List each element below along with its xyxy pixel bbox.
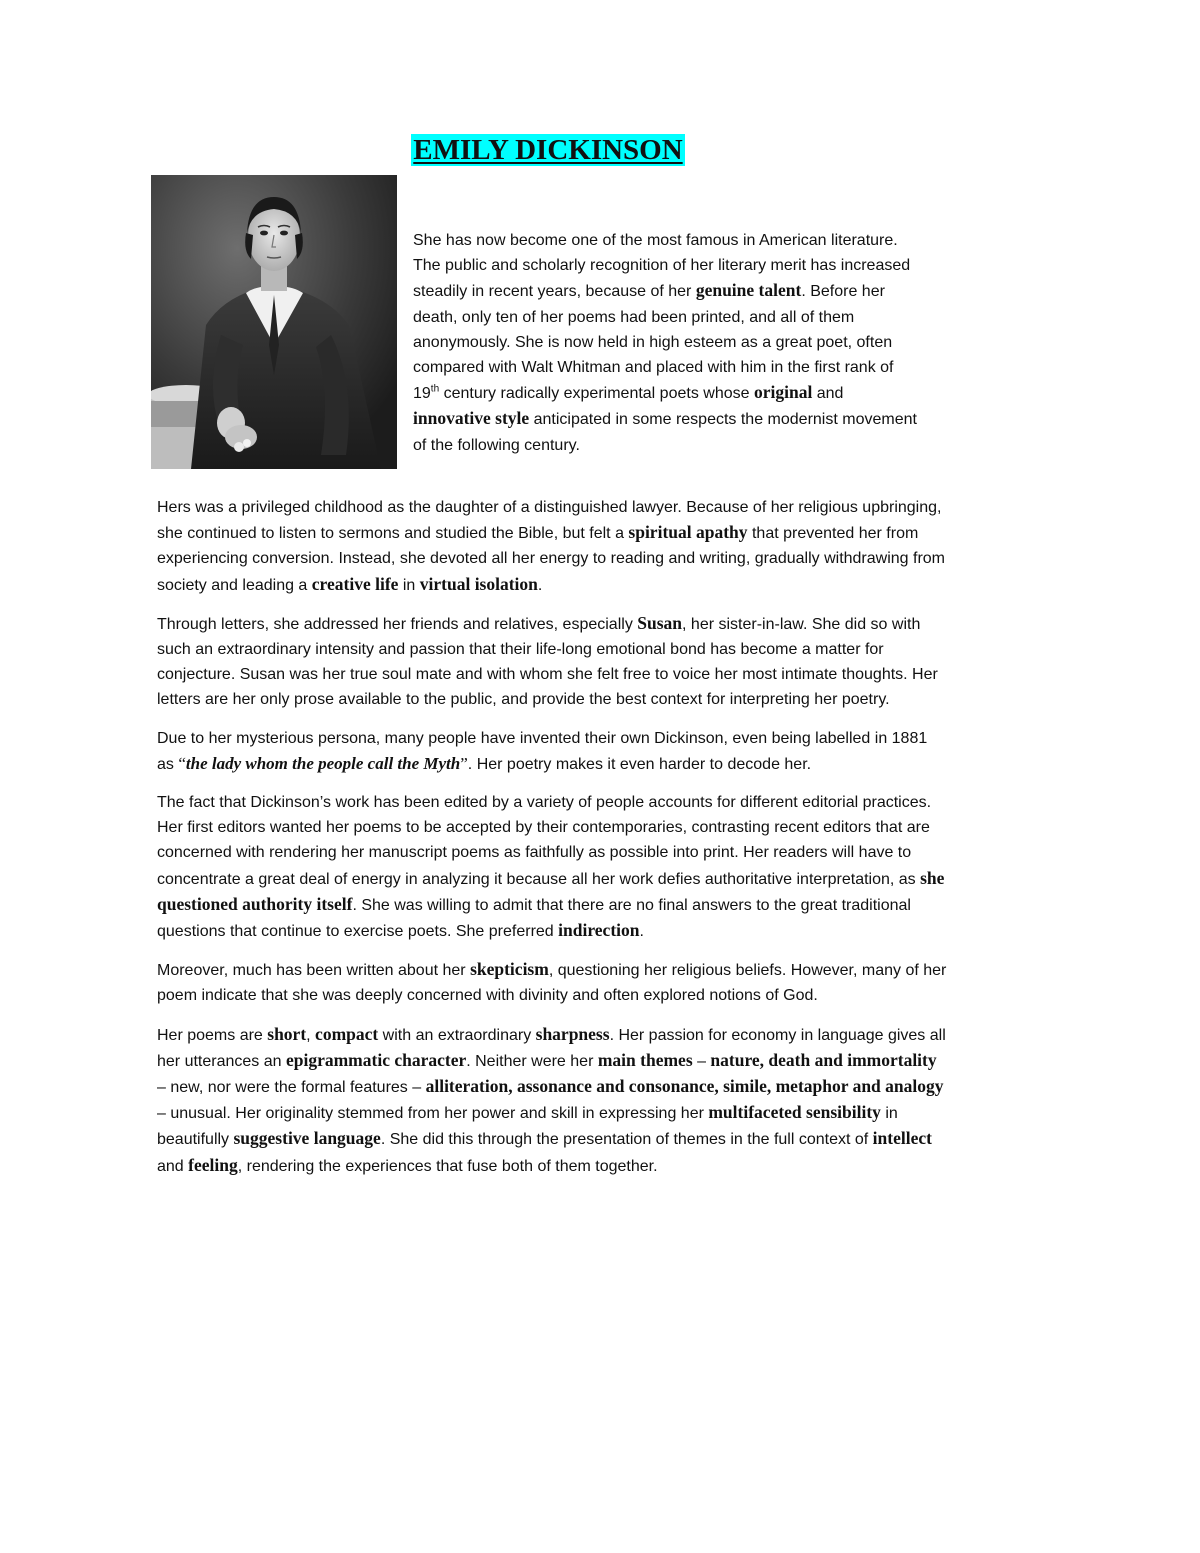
text-span: She has now become one of the most famous in American literature. The public and scholarly recognition of her literary merit has increased steadily in recent years, because of her <box>413 232 911 301</box>
text-span: – <box>692 1052 711 1070</box>
portrait-photo <box>151 175 397 469</box>
text-span: with an extraordinary <box>378 1026 536 1044</box>
text-span: Due to her mysterious persona, many people have invented their own Dickinson, even being labelled in 1881 as <box>157 729 928 773</box>
emphasis-multifaceted-sensibility: multifaceted sensibility <box>708 1102 881 1123</box>
paragraph-editing <box>157 790 947 944</box>
page-title-text: EMILY DICKINSON <box>413 134 683 166</box>
text-span: . Before her death, only ten of her poems had been printed, and all of them anonymously. She is now held in high esteem as a great poet, often compared with Walt Whitman and placed with him in the first rank of 19 <box>413 283 894 403</box>
emphasis-themes-list: nature, death and immortality <box>710 1049 937 1070</box>
text-span: , her sister-in-law. She did so with such an extraordinary intensity and passion that their life-long emotional bond has become a matter for conjecture. Susan was her true soul mate and with whom she felt free to voice her most intimate thoughts. Her letters are her only prose available to the public, and provide the best context for interpreting her poetry. <box>157 615 938 709</box>
text-span: , questioning her religious beliefs. However, many of her poem indicate that she was deeply concerned with divinity and often explored notions of God. <box>157 962 947 1005</box>
superscript-th: th <box>430 383 440 395</box>
paragraph-persona <box>157 726 947 777</box>
text-span: and <box>157 1157 189 1175</box>
intro-paragraph <box>413 228 923 458</box>
text-span: , rendering the experiences that fuse both of them together. <box>237 1157 658 1175</box>
text-span: . Her passion for economy in language gives all her utterances an <box>157 1026 946 1070</box>
emphasis-creative-life: creative life <box>311 573 399 594</box>
text-span: Her poems are <box>157 1026 268 1044</box>
portrait-illustration <box>151 175 397 469</box>
paragraph-skepticism <box>157 957 947 1008</box>
quote-close: ” <box>460 753 468 773</box>
text-span: – new, nor were the formal features – <box>157 1079 426 1097</box>
emphasis-virtual-isolation: virtual isolation <box>419 573 538 594</box>
text-span: The fact that Dickinson’s work has been edited by a variety of people accounts for different editorial practices. Her first editors wanted her poems to be accepted by their contemporaries, contrasting recent editors that are concerned with rendering her manuscript poems as faithfully as possible into print. Her readers will have to concentrate a great deal of energy in analyzing it because all her work defies authoritative interpretation, as <box>157 794 932 888</box>
emphasis-spiritual-apathy: spiritual apathy <box>628 522 748 543</box>
emphasis-myth-quote: the lady whom the people call the Myth <box>185 753 461 773</box>
emphasis-feeling: feeling <box>188 1154 238 1175</box>
emphasis-formal-features: alliteration, assonance and consonance, simile, metaphor and analogy <box>425 1076 944 1097</box>
text-span: Hers was a privileged childhood as the daughter of a distinguished lawyer. Because of her religious upbringing, she continued to listen to sermons and studied the Bible, but felt a <box>157 499 942 543</box>
text-span: . She did this through the presentation of themes in the full context of <box>380 1131 873 1149</box>
text-span: – unusual. Her originality stemmed from her power and skill in expressing her <box>157 1105 709 1123</box>
text-span: . <box>639 923 644 941</box>
paragraph-style <box>157 1022 947 1179</box>
emphasis-genuine-talent: genuine talent <box>695 280 802 301</box>
emphasis-skepticism: skepticism <box>470 959 549 980</box>
emphasis-indirection: indirection <box>558 920 640 941</box>
emphasis-main-themes: main themes <box>597 1049 693 1070</box>
body-text <box>157 495 947 1192</box>
emphasis-original: original <box>753 382 813 403</box>
text-span: anticipated in some respects the modernist movement of the following century. <box>413 411 917 454</box>
emphasis-intellect: intellect <box>872 1128 932 1149</box>
emphasis-questioned-authority: she questioned authority itself <box>157 867 945 914</box>
emphasis-sharpness: sharpness <box>535 1023 610 1044</box>
text-span: that prevented her from experiencing conversion. Instead, she devoted all her energy to reading and writing, gradually withdrawing from society and leading a <box>157 525 946 594</box>
emphasis-innovative-style: innovative style <box>413 408 530 429</box>
text-span: Through letters, she addressed her friends and relatives, especially <box>157 615 638 633</box>
emphasis-epigrammatic-character: epigrammatic character <box>285 1049 467 1070</box>
text-span: in beautifully <box>157 1105 898 1149</box>
paragraph-childhood <box>157 495 947 598</box>
emphasis-susan: Susan <box>637 612 683 633</box>
text-span: , <box>306 1026 316 1044</box>
text-span: in <box>398 576 420 594</box>
quote-open: “ <box>178 753 186 773</box>
emphasis-short: short <box>267 1023 307 1044</box>
text-span: . Neither were her <box>466 1052 598 1070</box>
paragraph-letters <box>157 611 947 713</box>
page-title <box>0 133 1096 167</box>
emphasis-suggestive-language: suggestive language <box>233 1128 381 1149</box>
emphasis-compact: compact <box>315 1023 379 1044</box>
text-span: and <box>812 385 844 403</box>
text-span: century radically experimental poets whose <box>439 385 754 403</box>
text-span: Moreover, much has been written about her <box>157 962 471 980</box>
text-span: . Her poetry makes it even harder to decode her. <box>467 755 812 773</box>
text-span: . She was willing to admit that there are no final answers to the great traditional questions that continue to exercise poets. She preferred <box>157 896 911 941</box>
text-span: . <box>537 576 543 594</box>
